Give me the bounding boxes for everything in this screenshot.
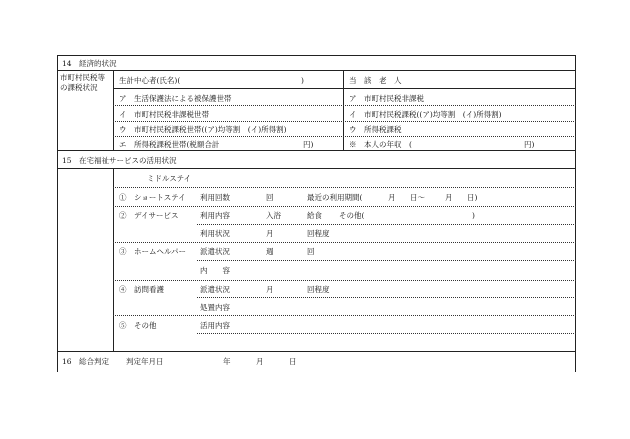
elderly-header: 当 該 老 人 xyxy=(349,76,402,85)
s16-top-line xyxy=(57,351,576,352)
household-head-close: ) xyxy=(301,76,304,85)
home-helper-dispatch-label: 派遣状況 xyxy=(200,247,230,256)
s15-row-dotted-8 xyxy=(113,315,576,316)
s15-row-dotted-6 xyxy=(113,280,576,281)
visit-nursing-dispatch-label: 派遣状況 xyxy=(200,285,230,294)
judgement-date-label: 判定年月日 xyxy=(126,357,164,366)
home-helper-week: 週 xyxy=(266,247,274,256)
s14-row-dotted-3 xyxy=(113,136,576,137)
short-stay-day1: 日～ xyxy=(410,193,425,202)
s15-row-dotted-2 xyxy=(113,206,576,207)
household-row-d-yen: 円) xyxy=(303,140,314,149)
day-service-times: 回程度 xyxy=(307,229,330,238)
other-service-content-label: 活用内容 xyxy=(200,321,230,330)
tax-status-label-line2: の課税状況 xyxy=(60,83,98,92)
day-service-label: ② デイサービス xyxy=(119,211,179,220)
right-border xyxy=(575,55,576,372)
day-service-meal: 給食 xyxy=(307,211,322,220)
s15-title: 15 在宅福祉サービスの活用状況 xyxy=(62,156,177,165)
s15-header-line xyxy=(57,168,576,169)
short-stay-count-label: 利用回数 xyxy=(200,193,230,202)
day-service-bath: 入浴 xyxy=(266,211,281,220)
elderly-row-d: ※ 本人の年収 ( xyxy=(349,140,412,149)
s15-row-dotted-4 xyxy=(113,242,576,243)
judgement-year: 年 xyxy=(223,357,231,366)
home-helper-label: ③ ホームヘルパー xyxy=(119,247,186,256)
day-service-other: その他( xyxy=(339,211,365,220)
judgement-day: 日 xyxy=(289,357,297,366)
elderly-row-b: イ 市町村民税課税((ア)均等割 (イ)所得割) xyxy=(349,110,502,119)
s14-label-divider xyxy=(113,70,114,150)
s14-header-line xyxy=(57,70,576,71)
middle-stay-label: ミドルステイ xyxy=(147,174,192,183)
s15-row-dotted-7 xyxy=(197,297,576,298)
household-row-b: イ 市町村民税非課税世帯 xyxy=(119,110,209,119)
s15-row-dotted-1 xyxy=(113,187,576,188)
household-head-label: 生計中心者(氏名)( xyxy=(119,76,181,85)
day-service-status-label: 利用状況 xyxy=(200,229,230,238)
day-service-month: 月 xyxy=(266,229,274,238)
s15-row-dotted-9 xyxy=(197,333,576,334)
visit-nursing-times: 回程度 xyxy=(307,285,330,294)
household-row-a: ア 生活保護法による被保護世帯 xyxy=(119,94,232,103)
s14-subheader-line xyxy=(113,88,576,89)
s15-row-dotted-3 xyxy=(197,224,576,225)
s14-row-dotted-1 xyxy=(113,105,576,106)
tax-status-label-line1: 市町村民税等 xyxy=(60,73,105,82)
judgement-month: 月 xyxy=(256,357,264,366)
short-stay-month1: 月 xyxy=(388,193,396,202)
home-helper-times: 回 xyxy=(307,247,315,256)
s14-title: 14 経済的状況 xyxy=(62,59,117,68)
other-service-label: ⑤ その他 xyxy=(119,321,157,330)
s15-label-divider xyxy=(113,168,114,351)
elderly-row-c: ウ 所得税課税 xyxy=(349,125,402,134)
s16-title: 16 総合判定 xyxy=(62,357,110,366)
visit-nursing-treatment-label: 処置内容 xyxy=(200,303,230,312)
s15-top-line xyxy=(57,150,576,151)
day-service-other-close: ) xyxy=(472,211,475,220)
home-helper-content-label: 内 容 xyxy=(200,266,230,275)
day-service-content-label: 利用内容 xyxy=(200,211,230,220)
short-stay-day2: 日) xyxy=(467,193,478,202)
short-stay-last-use: 最近の利用期間( xyxy=(307,193,363,202)
elderly-row-d-yen: 円) xyxy=(524,140,535,149)
s14-row-dotted-2 xyxy=(113,121,576,122)
visit-nursing-month: 月 xyxy=(266,285,274,294)
short-stay-month2: 月 xyxy=(445,193,453,202)
short-stay-count-unit: 回 xyxy=(266,193,274,202)
household-row-c: ウ 市町村民税課税世帯((ア)均等割 (イ)所得割) xyxy=(119,125,287,134)
s14-middle-divider xyxy=(343,70,344,150)
elderly-row-a: ア 市町村民税非課税 xyxy=(349,94,424,103)
s15-row-dotted-5 xyxy=(197,260,576,261)
top-border xyxy=(57,55,576,56)
left-border xyxy=(57,55,58,372)
household-row-d: エ 所得税課税世帯(税額合計 xyxy=(119,140,220,149)
short-stay-label: ① ショートステイ xyxy=(119,193,186,202)
visit-nursing-label: ④ 訪問看護 xyxy=(119,285,164,294)
